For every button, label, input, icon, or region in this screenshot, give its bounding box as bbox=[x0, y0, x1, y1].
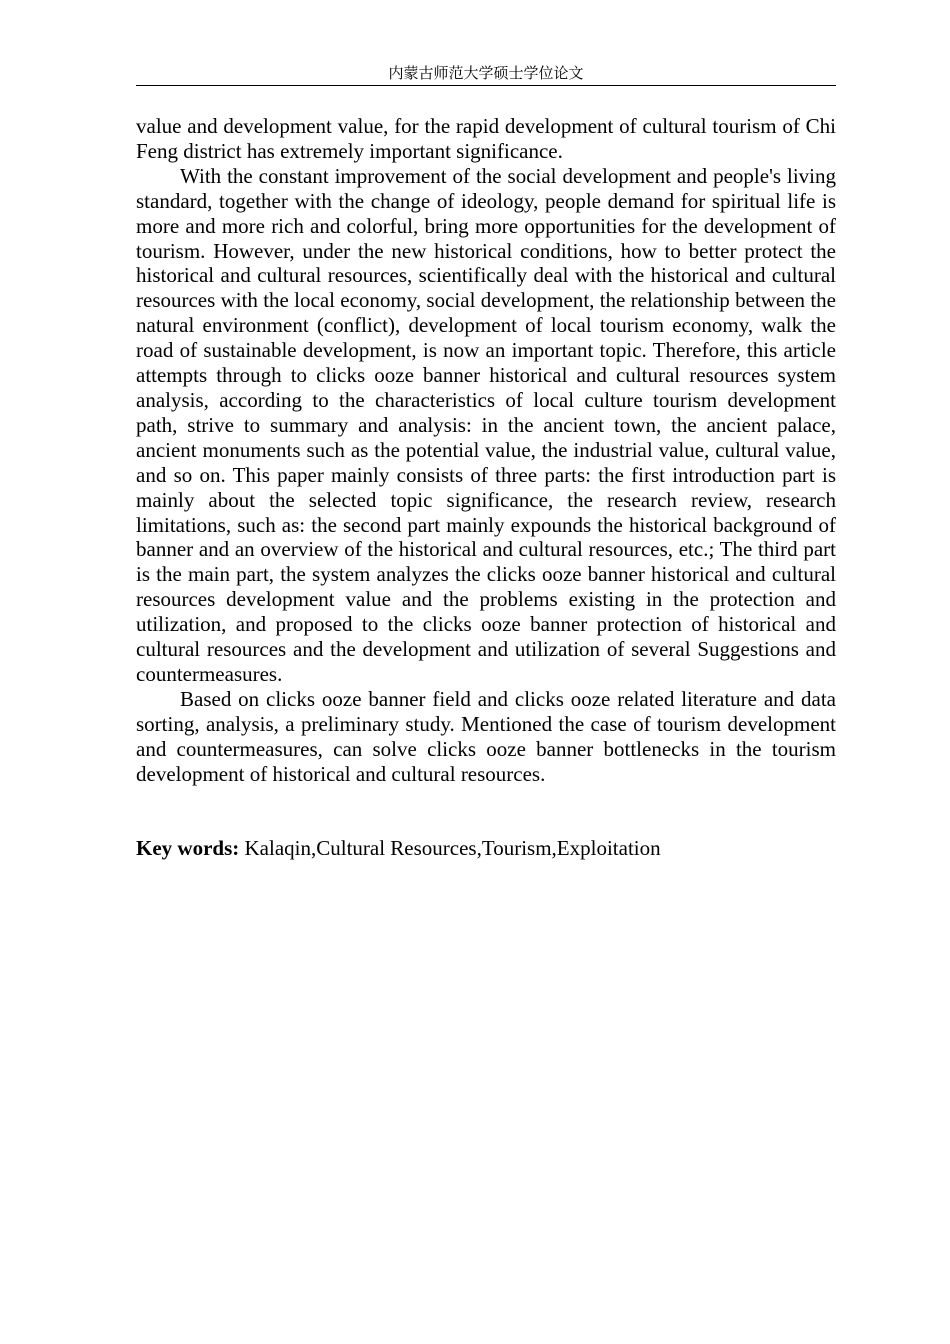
abstract-body bbox=[136, 114, 836, 786]
keywords-label: Key words: bbox=[136, 836, 240, 861]
abstract-paragraph: Based on clicks ooze banner field and clicks ooze related literature and data sorting, analysis, a preliminary study. Mentioned the case of tourism development and countermeasures, can solve clicks ooze banner bottlenecks in the tourism development of historical and cultural resources. bbox=[136, 686, 836, 786]
running-header: 内蒙古师范大学硕士学位论文 bbox=[136, 62, 836, 86]
thesis-page bbox=[136, 62, 836, 861]
abstract-paragraph-continuation: value and development value, for the rapid development of cultural tourism of Chi Feng district has extremely important significance. bbox=[136, 114, 836, 163]
keywords-line bbox=[136, 836, 836, 861]
keywords-value: Kalaqin,Cultural Resources,Tourism,Exploitation bbox=[239, 836, 661, 861]
abstract-paragraph: With the constant improvement of the social development and people's living standard, together with the change of ideology, people demand for spiritual life is more and more rich and colorful, bring more opportunities for the development of tourism. However, under the new historical conditions, how to better protect the historical and cultural resources, scientifically deal with the historical and cultural resources with the local economy, social development, the relationship between the natural environment (conflict), development of local tourism economy, walk the road of sustainable development, is now an important topic. Therefore, this article attempts through to clicks ooze banner historical and cultural resources system analysis, according to the characteristics of local culture tourism development path, strive to summary and analysis: in the ancient town, the ancient palace, ancient monuments such as the potential value, the industrial value, cultural value, and so on. This paper mainly consists of three parts: the first introduction part is mainly about the selected topic significance, the research review, research limitations, such as: the second part mainly expounds the historical background of banner and an overview of the historical and cultural resources, etc.; The third part is the main part, the system analyzes the clicks ooze banner historical and cultural resources development value and the problems existing in the protection and utilization, and proposed to the clicks ooze banner protection of historical and cultural resources and the development and utilization of several Suggestions and countermeasures. bbox=[136, 163, 836, 686]
